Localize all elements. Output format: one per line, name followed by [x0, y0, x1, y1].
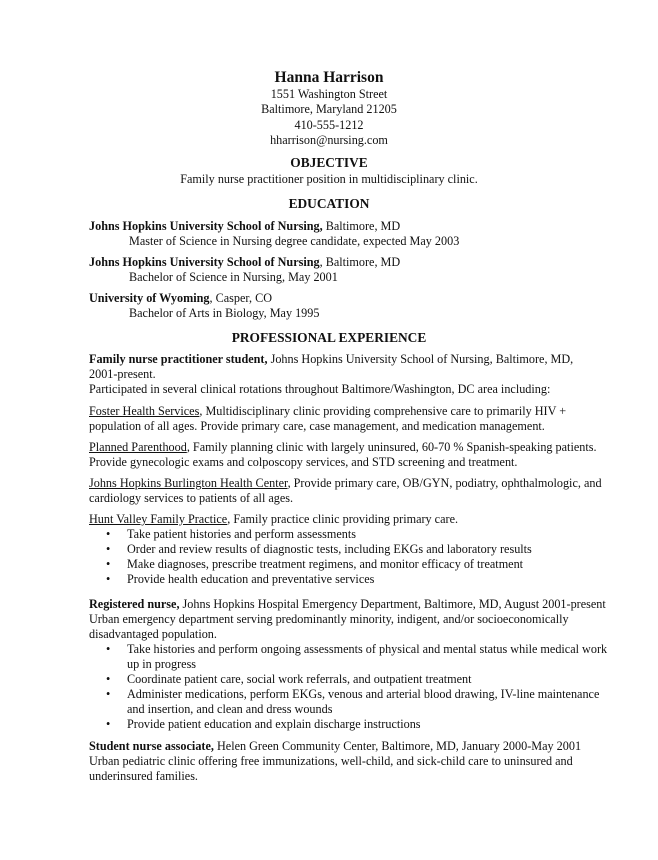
- rotation-desc: , Provide primary care, OB/GYN, podiatry, ophthalmologic, and: [287, 476, 602, 490]
- bullet-icon: •: [106, 557, 111, 571]
- email-address: hharrison@nursing.com: [270, 132, 388, 147]
- school-location: , Baltimore, MD: [319, 255, 401, 269]
- job-role: Student nurse associate,: [89, 739, 214, 753]
- job-role: Family nurse practitioner student,: [89, 352, 268, 366]
- school-name: Johns Hopkins University School of Nursing,: [89, 219, 323, 233]
- objective-text: Family nurse practitioner position in multidisciplinary clinic.: [180, 172, 478, 186]
- duty-list: [89, 642, 619, 732]
- objective-heading: OBJECTIVE: [290, 155, 368, 170]
- duty-list: [89, 527, 619, 587]
- bullet-icon: •: [106, 672, 111, 686]
- duty-item: • Provide patient education and explain discharge instructions: [106, 717, 421, 731]
- experience-heading: PROFESSIONAL EXPERIENCE: [231, 330, 427, 345]
- bullet-icon: •: [106, 717, 111, 731]
- rotation-entry: [89, 476, 619, 506]
- duty-item: • Take histories and perform ongoing assessments of physical and mental status while medical work up in progress: [106, 642, 608, 671]
- duty-item: • Coordinate patient care, social work referrals, and outpatient treatment: [106, 672, 472, 686]
- job-entry-fnp-student: [89, 352, 619, 397]
- rotation-desc-cont: cardiology services to patients of all ages.: [89, 491, 294, 505]
- school-location: Baltimore, MD: [322, 219, 401, 233]
- address-street: 1551 Washington Street: [270, 87, 388, 101]
- job-entry-registered-nurse: [89, 597, 619, 732]
- rotation-desc-cont: Provide gynecologic exams and colposcopy services, and STD screening and treatment.: [89, 455, 518, 469]
- school-name: University of Wyoming: [89, 291, 210, 305]
- rotation-desc: , Family planning clinic with largely uninsured, 60-70 % Spanish-speaking patients.: [186, 440, 597, 454]
- job-dates: 2001-present.: [89, 367, 156, 381]
- resume-header: [0, 68, 658, 148]
- bullet-icon: •: [106, 542, 111, 556]
- address-city: Baltimore, Maryland 21205: [261, 102, 397, 117]
- candidate-name: Hanna Harrison: [274, 69, 384, 86]
- bullet-icon: •: [106, 642, 111, 656]
- job-description: Urban emergency department serving predominantly minority, indigent, and/or socioeconomically: [89, 612, 569, 626]
- school-name: Johns Hopkins University School of Nursing: [89, 255, 320, 269]
- job-description: Urban pediatric clinic offering free immunizations, well-child, and sick-child care to uninsured and: [89, 754, 573, 768]
- school-location: , Casper, CO: [209, 291, 273, 305]
- duty-item: • Provide health education and preventative services: [106, 572, 375, 586]
- job-entry-student-nurse-associate: [89, 739, 619, 784]
- job-role: Registered nurse,: [89, 597, 180, 611]
- job-description-cont: underinsured families.: [89, 769, 198, 783]
- job-employer: Helen Green Community Center, Baltimore, MD, January 2000-May 2001: [213, 739, 582, 753]
- degree-text: Master of Science in Nursing degree candidate, expected May 2003: [129, 234, 460, 248]
- rotation-entry: [89, 440, 619, 470]
- rotation-site: Planned Parenthood: [89, 440, 187, 454]
- rotation-desc: , Multidisciplinary clinic providing comprehensive care to primarily HIV +: [199, 404, 567, 418]
- duty-item: • Order and review results of diagnostic tests, including EKGs and laboratory results: [106, 542, 532, 556]
- rotation-site: Johns Hopkins Burlington Health Center: [89, 476, 288, 490]
- rotation-desc-cont: population of all ages. Provide primary care, case management, and medication management.: [89, 419, 545, 433]
- duty-item: • Administer medications, perform EKGs, venous and arterial blood drawing, IV-line maintenance and insertion, and clean and dress wounds: [106, 687, 600, 716]
- job-employer: Johns Hopkins University School of Nursing, Baltimore, MD,: [267, 352, 574, 366]
- education-entry: [89, 291, 619, 321]
- rotation-site: Hunt Valley Family Practice: [89, 512, 228, 526]
- job-employer: Johns Hopkins Hospital Emergency Department, Baltimore, MD, August 2001-present: [179, 597, 606, 611]
- rotation-desc: , Family practice clinic providing primary care.: [227, 512, 459, 526]
- duty-item: • Make diagnoses, prescribe treatment regimens, and monitor efficacy of treatment: [106, 557, 524, 571]
- bullet-icon: •: [106, 527, 111, 541]
- rotation-entry: [89, 512, 619, 587]
- bullet-icon: •: [106, 687, 111, 701]
- bullet-icon: •: [106, 572, 111, 586]
- phone-number: 410-555-1212: [294, 117, 364, 132]
- job-description-cont: disadvantaged population.: [89, 627, 217, 641]
- degree-text: Bachelor of Arts in Biology, May 1995: [129, 306, 320, 320]
- education-heading: EDUCATION: [288, 196, 370, 211]
- degree-text: Bachelor of Science in Nursing, May 2001: [129, 270, 338, 284]
- job-description: Participated in several clinical rotations throughout Baltimore/Washington, DC area including:: [89, 382, 551, 396]
- rotation-site: Foster Health Services: [89, 404, 200, 418]
- education-entry: [89, 219, 619, 249]
- duty-item: • Take patient histories and perform assessments: [106, 527, 356, 541]
- education-entry: [89, 255, 619, 285]
- rotation-entry: [89, 404, 619, 434]
